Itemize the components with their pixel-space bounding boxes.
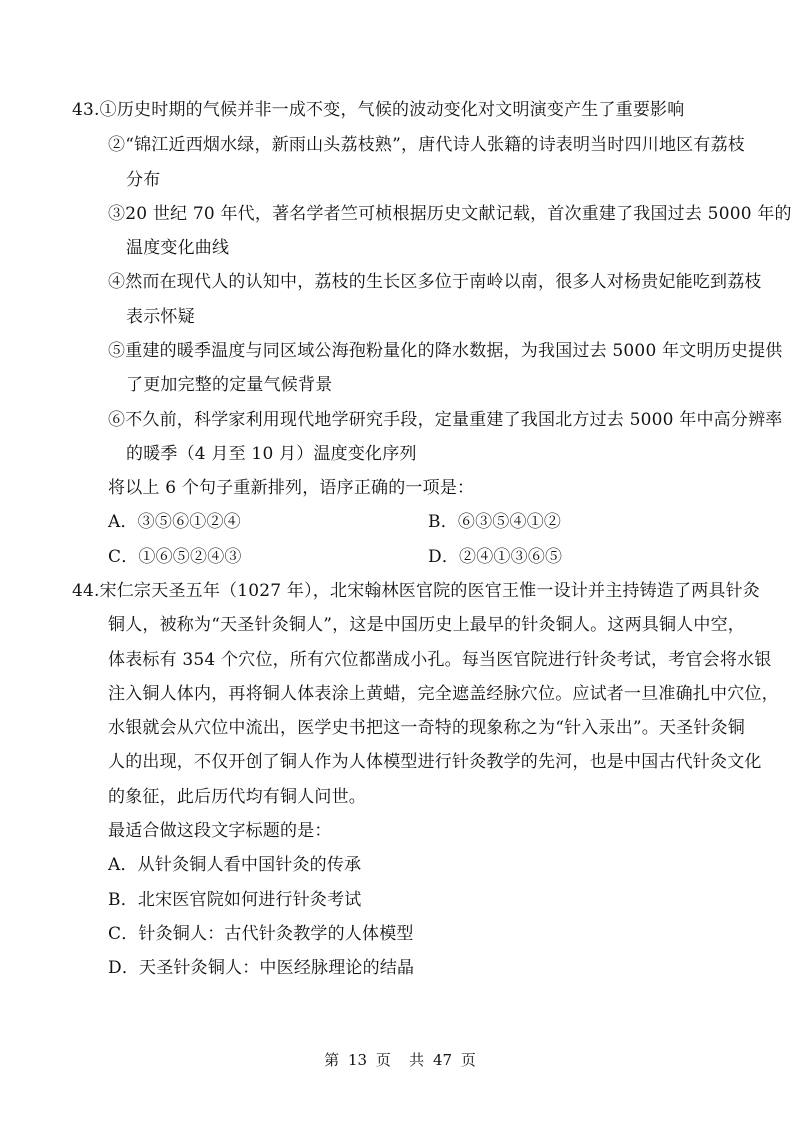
q43-sentence-4: ④然而在现代人的认知中，荔枝的生长区多位于南岭以南，很多人对杨贵妃能吃到荔枝: [108, 272, 762, 292]
q43-options-row-1: [108, 510, 748, 534]
q43-sentence-5: ⑤重建的暖季温度与同区域公海孢粉量化的降水数据，为我国过去 5000 年文明历史提供: [108, 341, 783, 361]
footer-page-mid: 页: [375, 1051, 391, 1069]
q43-sentence-2: ②“锦江近西烟水绿，新雨山头荔枝熟”，唐代诗人张籍的诗表明当时四川地区有荔枝: [108, 135, 745, 155]
q44-passage-1: 宋仁宗天圣五年（1027 年），北宋翰林医官院的医官王惟一设计并主持铸造了两具针灸: [99, 581, 761, 601]
q44-line-1: [72, 579, 760, 603]
q44-option-c[interactable]: C．针灸铜人：古代针灸教学的人体模型: [108, 924, 414, 944]
q44-option-a[interactable]: A．从针灸铜人看中国针灸的传承: [108, 855, 362, 875]
q44-passage-7: 的象征，此后历代均有铜人问世。: [108, 787, 366, 807]
q43-number: 43.: [72, 100, 100, 120]
q43-sentence-2-cont: 分布: [126, 170, 161, 190]
footer-total-num: 47: [432, 1051, 453, 1069]
q44-passage-3: 体表标有 354 个穴位，所有穴位都凿成小孔。每当医官院进行针灸考试，考官会将水银: [108, 650, 772, 670]
q44-option-d[interactable]: D．天圣针灸铜人：中医经脉理论的结晶: [108, 958, 415, 978]
footer-page-num: 13: [347, 1051, 368, 1069]
q43-prompt: 将以上 6 个句子重新排列，语序正确的一项是：: [108, 478, 475, 498]
q44-prompt: 最适合做这段文字标题的是：: [108, 821, 332, 841]
footer-total-post: 页: [460, 1051, 476, 1069]
q43-sentence-4-cont: 表示怀疑: [126, 307, 195, 327]
q43-line-1: [72, 98, 684, 122]
page-footer: [0, 1050, 800, 1070]
q43-options-row-2: [108, 545, 748, 569]
q44-passage-4: 注入铜人体内，再将铜人体表涂上黄蜡，完全遮盖经脉穴位。应试者一旦准确扎中穴位，: [108, 684, 779, 704]
q43-sentence-3-cont: 温度变化曲线: [126, 238, 230, 258]
q43-option-c[interactable]: C．①⑥⑤②④③: [108, 547, 242, 567]
q44-passage-2: 铜人，被称为“天圣针灸铜人”，这是中国历史上最早的针灸铜人。这两具铜人中空，: [108, 615, 745, 635]
q43-sentence-1: ①历史时期的气候并非一成不变，气候的波动变化对文明演变产生了重要影响: [99, 100, 685, 120]
q44-number: 44.: [72, 581, 100, 601]
q43-sentence-6-cont: 的暖季（4 月至 10 月）温度变化序列: [126, 444, 417, 464]
q43-sentence-6: ⑥不久前，科学家利用现代地学研究手段，定量重建了我国北方过去 5000 年中高分辨率: [108, 410, 783, 430]
q44-option-b[interactable]: B．北宋医官院如何进行针灸考试: [108, 890, 362, 910]
q44-passage-6: 人的出现，不仅开创了铜人作为人体模型进行针灸教学的先河，也是中国古代针灸文化: [108, 752, 762, 772]
q43-option-b[interactable]: B．⑥③⑤④①②: [428, 512, 562, 532]
q43-option-d[interactable]: D．②④①③⑥⑤: [428, 547, 563, 567]
footer-page-pre: 第: [324, 1051, 340, 1069]
q43-sentence-5-cont: 了更加完整的定量气候背景: [126, 375, 333, 395]
footer-total-pre: 共: [409, 1051, 425, 1069]
q44-passage-5: 水银就会从穴位中流出，医学史书把这一奇特的现象称之为“针入汞出”。天圣针灸铜: [108, 718, 745, 738]
q43-option-a[interactable]: A．③⑤⑥①②④: [108, 512, 241, 532]
q43-sentence-3: ③20 世纪 70 年代，著名学者竺可桢根据历史文献记载，首次重建了我国过去 5000 年的: [108, 204, 792, 224]
